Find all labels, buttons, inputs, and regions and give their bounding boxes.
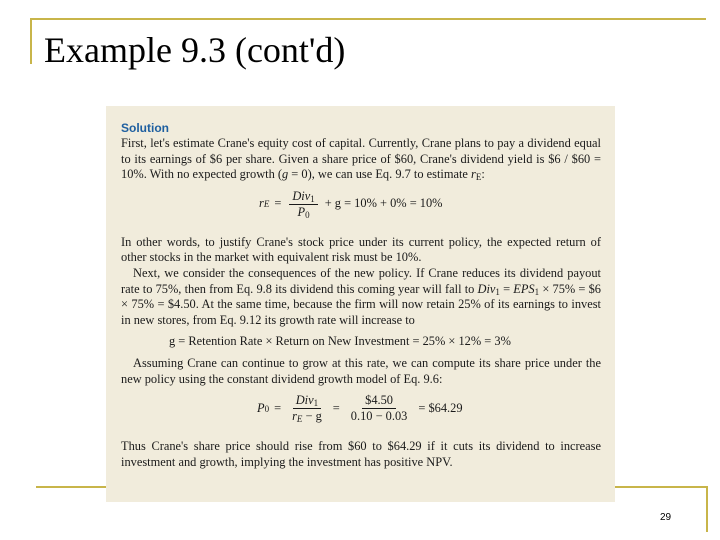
paragraph-5: Thus Crane's share price should rise from $60 to $64.29 if it cuts its dividend to increase investment and growth, implying the investment has positive NPV. [121,439,601,469]
paragraph-2: In other words, to justify Crane's stock price under its current policy, the expected return of other stocks in the market with equivalent risk must be 10%. [121,234,601,265]
paragraph-4: Assuming Crane can continue to grow at this rate, we can compute its share price under the new policy using the constant dividend growth model of Eq. 9.6: [121,355,601,386]
equation-share-price: P 0 = $\frac{Div_1}{r_E - g}$ = $\frac{\$4.50}{0.10 - 0.03}$ = $64.29 [257,393,463,425]
equation-equity-cost: r E = $\frac{Div_1}{P_0}$ + g = 10% + 0% = 10% [259,188,443,220]
right-rule [706,486,708,532]
paragraph-3: Next, we consider the consequences of the new policy. If Crane reduces its dividend payout rate to 75%, then from Eq. 9.8 its dividend this coming year will fall to $Div_1 = EPS_1 \times 75\%$ = $6 × 75% = $4.50. At the same time, because the firm will now retain 25% of its earnings to invest in new stores, from Eq. 9.12 its growth rate will increase to [121,265,601,327]
top-rule [30,18,706,20]
equation-growth-rate: g = Retention Rate × Return on New Investment = 25% × 12% = 3% [169,334,511,349]
bottom-rule-right [615,486,707,488]
solution-panel [106,106,615,502]
page-number: 29 [660,512,672,523]
paragraph-1: First, let's estimate Crane's equity cost of capital. Currently, Crane plans to pay a dividend equal to its earnings of $6 per share. Given a share price of $60, Crane's dividend yield is $6 / $60 = 10%. With no expected growth (g = 0), we can use Eq. 9.7 to estimate $r_E$: [121,136,601,183]
left-rule [30,18,32,64]
slide-title: Example 9.3 (cont'd) [44,30,346,70]
solution-heading: Solution [121,121,169,135]
bottom-rule-left [36,486,106,488]
